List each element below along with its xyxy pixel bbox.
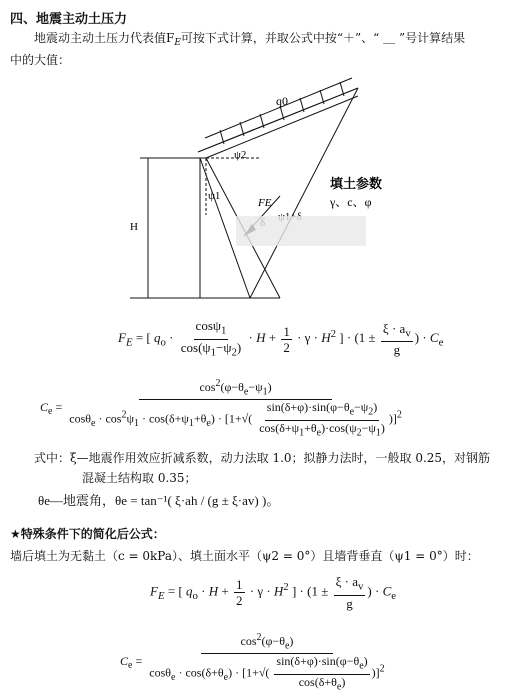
- surcharge-arrows: [205, 78, 352, 144]
- intro-line-1: 地震动主动土压力代表值$F_E$可按下式计算，并取公式中按“＋”、“ ＿ ”号计算结果: [34, 31, 466, 48]
- fill-title: 填土参数: [330, 176, 383, 191]
- label-FE: FE: [258, 197, 272, 209]
- special-heading: ★特殊条件下的简化后公式：: [10, 527, 165, 541]
- label-H: H: [130, 221, 138, 233]
- failure-plane: [250, 88, 358, 298]
- xi-note-line2: 混凝土结构取 0.35；: [82, 471, 197, 485]
- blurred-region: [236, 216, 366, 246]
- formula-FE-simple: $F_E$ = [ $q_o \cdot H$ + $\frac{1}{2}$ · $\gamma \cdot H^2$ ] · (1 ± $\frac{\xi \cdot a_v}{g}$ ) · $C_e$: [150, 574, 397, 611]
- formula-Ce-main: $C_e$ = $\cos^2(\varphi-\theta_e-\psi_1)$ $\cos\theta_e \cdot \cos^2\psi_1 \cdot \cos(\delta+\psi_1+\theta_e) \cdot [1+√$( $\frac{\sin(\delta+\varphi)\cdot\sin(\varphi-\theta_e-\psi_2)}{\cos(\delta+\psi_1+\theta_e)\cdot\cos(\psi_2-\psi_1)}$ )]$^2$: [40, 378, 402, 439]
- special-condition: 墙后填土为无黏土（c = 0kPa）、填土面水平（ψ2 = 0°）且墙背垂直（ψ1 = 0°）时：: [10, 549, 479, 563]
- label-psi1: ψ1: [208, 190, 221, 202]
- intro-text-b: 可按下式计算，并取公式中按“＋”、“ ＿ ”号计算结果: [180, 31, 466, 45]
- section-title: 四、地震主动土压力: [10, 12, 128, 27]
- intro-text-a: 地震动主动土压力代表值F: [34, 31, 175, 45]
- intro-line-2: 中的大值：: [10, 53, 71, 67]
- label-q0: q0: [276, 94, 288, 108]
- retaining-wall-diagram: [0, 0, 511, 310]
- formula-Ce-simple: $C_e$ = $\cos^2(\varphi-\theta_e)$ $\cos\theta_e \cdot \cos(\delta+\theta_e) \cdot [1+√$( $\frac{\sin(\delta+\varphi)\cdot\sin(\varphi-\theta_e)}{\cos(\delta+\theta_e)}$ )]$^2$: [120, 632, 385, 693]
- label-psi2: ψ2: [234, 149, 247, 161]
- theta-note: θe—地震角，θe = tan⁻¹( ξ·ah / (g ± ξ·av) )。: [38, 493, 280, 508]
- fill-params: γ、c、φ: [330, 195, 372, 209]
- xi-note-line1: 式中：ξ—地震作用效应折减系数，动力法取 1.0；拟静力法时，一般取 0.25，对钢筋: [34, 451, 491, 465]
- formula-FE-main: $F_E$ = [ $q_o$ · $\frac{\cos\psi_1}{\cos(\psi_1-\psi_2)}$ · H + $\frac{1}{2}$ · $\gamma \cdot H^2$ ] · (1 ± $\frac{\xi \cdot a_v}{g}$ ) · $C_e$: [118, 318, 444, 359]
